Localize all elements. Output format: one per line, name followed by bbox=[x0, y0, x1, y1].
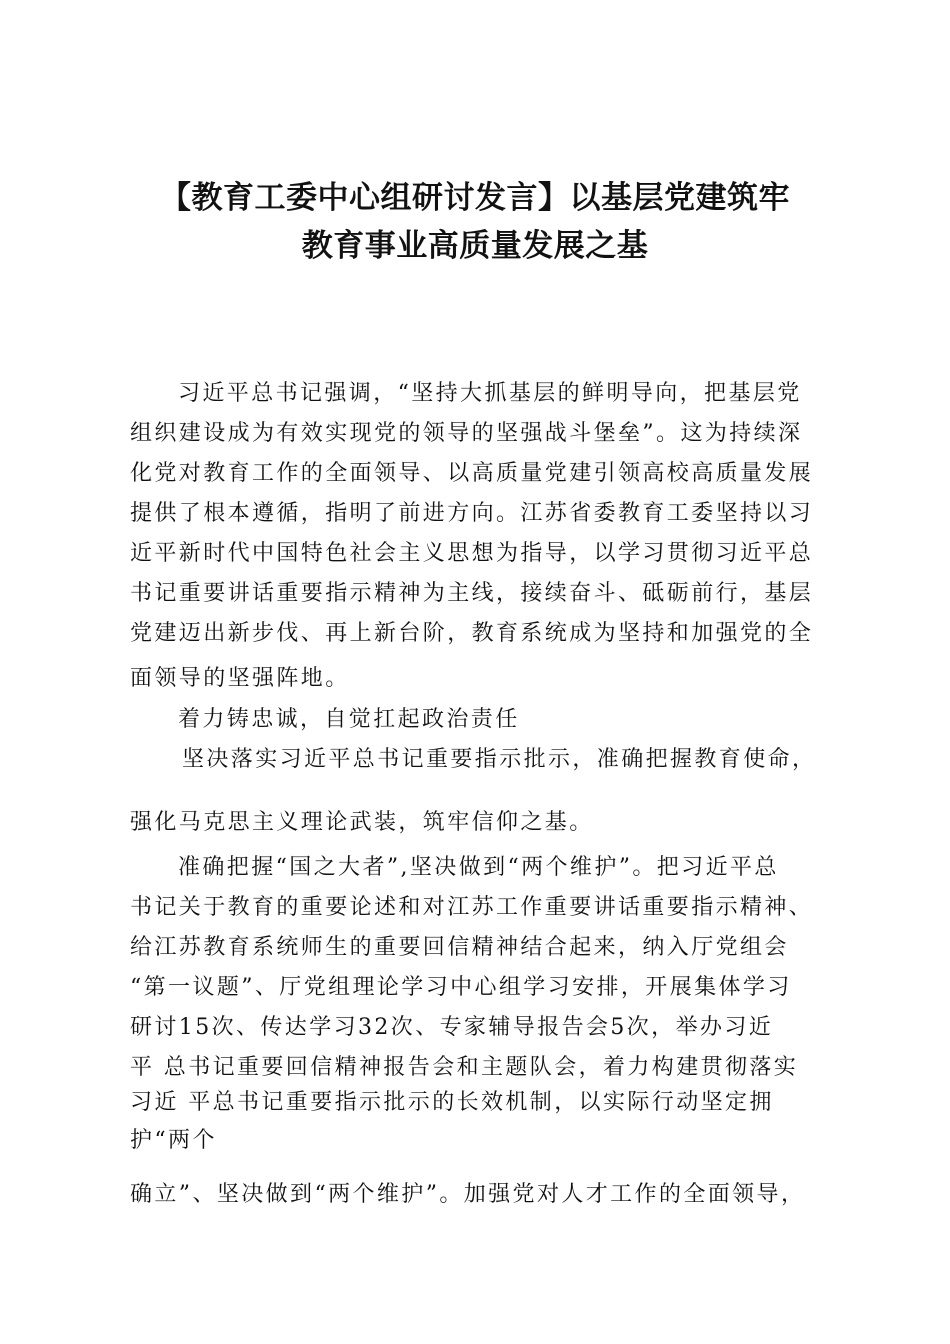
document-title-line-2: 教育事业高质量发展之基 bbox=[301, 228, 649, 264]
paragraph-line: 近平新时代中国特色社会主义思想为指导，以学习贯彻习近平总 bbox=[130, 541, 814, 566]
paragraph-line: 习近平总书记强调，“坚持大抓基层的鲜明导向，把基层党 bbox=[178, 381, 802, 406]
paragraph-line: 面领导的坚强阵地。 bbox=[130, 666, 350, 691]
paragraph-line: 确立”、坚决做到“两个维护”。加强党对人才工作的全面领导， bbox=[130, 1182, 806, 1207]
paragraph-line: 平 总书记重要回信精神报告会和主题队会，着力构建贯彻落实 bbox=[130, 1055, 799, 1080]
paragraph-line: 组织建设成为有效实现党的领导的坚强战斗堡垒”。这为持续深 bbox=[130, 421, 803, 446]
document-title-line-1: 【教育工委中心组研讨发言】以基层党建筑牢 bbox=[160, 180, 790, 216]
paragraph-line: 坚决落实习近平总书记重要指示批示，准确把握教育使命， bbox=[182, 747, 817, 772]
paragraph-line: 化党对教育工作的全面领导、以高质量党建引领高校高质量发展 bbox=[130, 461, 814, 486]
paragraph-line: 护“两个 bbox=[130, 1128, 217, 1153]
paragraph-line: 提供了根本遵循，指明了前进方向。江苏省委教育工委坚持以习 bbox=[130, 501, 814, 526]
paragraph-line: 书记关于教育的重要论述和对江苏工作重要讲话重要指示精神、 bbox=[130, 895, 814, 920]
paragraph-line: 习近 平总书记重要指示批示的长效机制，以实际行动坚定拥 bbox=[130, 1090, 774, 1115]
section-heading: 着力铸忠诚，自觉扛起政治责任 bbox=[178, 707, 520, 732]
paragraph-line: 书记重要讲话重要指示精神为主线，接续奋斗、砥砺前行，基层 bbox=[130, 581, 814, 606]
paragraph-line: 研讨15次、传达学习32次、专家辅导报告会5次，举办习近 bbox=[130, 1015, 774, 1040]
paragraph-line: “第一议题”、厅党组理论学习中心组学习安排，开展集体学习 bbox=[130, 975, 792, 1000]
paragraph-line: 党建迈出新步伐、再上新台阶，教育系统成为坚持和加强党的全 bbox=[130, 621, 814, 646]
paragraph-line: 给江苏教育系统师生的重要回信精神结合起来，纳入厅党组会 bbox=[130, 935, 789, 960]
paragraph-line: 准确把握“国之大者”,坚决做到“两个维护”。把习近平总 bbox=[178, 855, 779, 880]
paragraph-line: 强化马克思主义理论武装，筑牢信仰之基。 bbox=[130, 810, 594, 835]
